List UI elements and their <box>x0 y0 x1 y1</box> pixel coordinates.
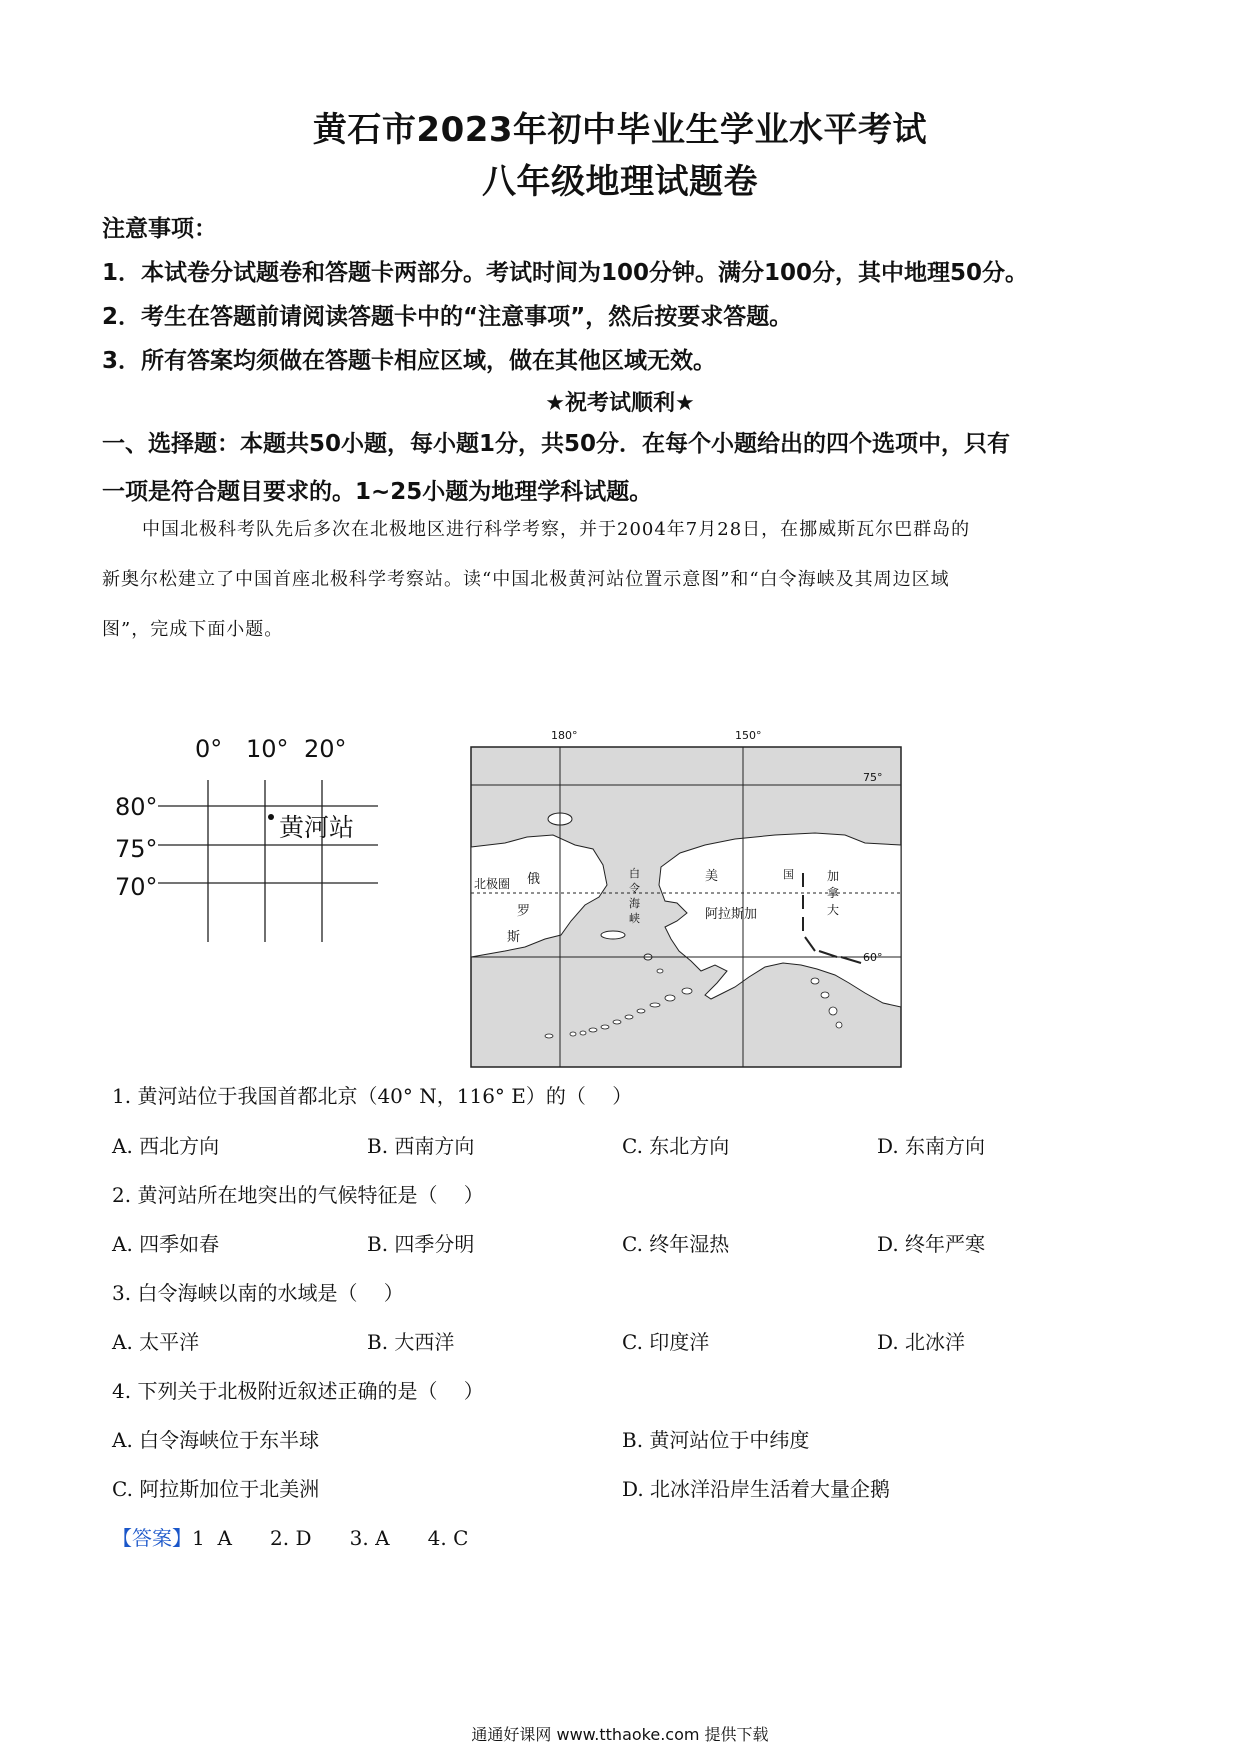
lon-label-180: 180° <box>551 729 578 742</box>
question-2-option-c: C. 终年湿热 <box>622 1232 730 1256</box>
russia-label-1: 俄 <box>527 872 541 887</box>
canada-label-2: 拿 <box>827 886 840 900</box>
good-luck-banner: ★祝考试顺利★ <box>545 391 695 416</box>
aleutian-island <box>665 995 675 1001</box>
question-1-option-b: B. 西南方向 <box>367 1134 475 1158</box>
question-2-option-a: A. 四季如春 <box>112 1232 220 1256</box>
lon-label-150: 150° <box>735 729 762 742</box>
question-2-stem: 2. 黄河站所在地突出的气候特征是（ ） <box>112 1183 484 1207</box>
aleutian-island <box>601 1025 609 1029</box>
lat-label-60: 60° <box>863 951 883 964</box>
st-lawrence-island <box>601 931 625 939</box>
question-4-stem: 4. 下列关于北极附近叙述正确的是（ ） <box>112 1379 484 1403</box>
answer-text: 1 A 2. D 3. A 4. C <box>192 1526 469 1550</box>
question-4-option-b: B. 黄河站位于中纬度 <box>622 1428 810 1452</box>
aleutian-island <box>650 1003 660 1007</box>
question-3-option-d: D. 北冰洋 <box>877 1330 966 1354</box>
question-3-stem: 3. 白令海峡以南的水域是（ ） <box>112 1281 404 1305</box>
notes-heading: 注意事项： <box>102 216 217 242</box>
usa-label-2: 国 <box>783 868 794 881</box>
aleutian-island <box>811 978 819 984</box>
answer-label: 【答案】 <box>112 1526 192 1550</box>
aleutian-island <box>836 1022 842 1028</box>
aleutian-island <box>821 992 829 998</box>
question-3-option-c: C. 印度洋 <box>622 1330 710 1354</box>
question-3-option-b: B. 大西洋 <box>367 1330 455 1354</box>
lon-label-20: 20° <box>304 735 347 763</box>
lon-label-0: 0° <box>195 735 223 763</box>
section1-heading <box>102 420 1142 516</box>
russia-label-3: 斯 <box>507 930 521 945</box>
station-dot <box>268 814 274 820</box>
note-item-2: 2．考生在答题前请阅读答题卡中的“注意事项”，然后按要求答题。 <box>102 304 793 330</box>
canada-label-3: 大 <box>827 903 840 917</box>
canada-label-1: 加 <box>827 869 840 883</box>
section1-line-1: 一、选择题：本题共50小题，每小题1分，共50分．在每个小题给出的四个选项中，只有 <box>102 431 1011 457</box>
aleutian-island <box>829 1007 837 1015</box>
intro-line-3: 图”，完成下面小题。 <box>102 619 284 640</box>
aleutian-island <box>682 988 692 994</box>
usa-label-1: 美 <box>705 869 719 884</box>
intro-line-1: 中国北极科考队先后多次在北极地区进行科学考察，并于2004年7月28日，在挪威斯瓦尔巴群岛的 <box>142 519 971 540</box>
aleutian-island <box>657 969 663 973</box>
intro-line-2: 新奥尔松建立了中国首座北极科学考察站。读“中国北极黄河站位置示意图”和“白令海峡及其周边区域 <box>102 569 950 590</box>
lat-label-70: 70° <box>115 873 158 901</box>
answer-line <box>112 1522 468 1551</box>
aleutian-island <box>637 1009 645 1013</box>
aleutian-island <box>580 1031 586 1035</box>
bering-strait-map <box>465 725 883 1070</box>
question-4-option-a: A. 白令海峡位于东半球 <box>112 1428 320 1452</box>
aleutian-island <box>613 1020 621 1024</box>
note-item-1: 1．本试卷分试题卷和答题卡两部分。考试时间为100分钟。满分100分，其中地理50分。 <box>102 260 1029 286</box>
lat-label-75: 75° <box>115 835 158 863</box>
note-item-3: 3．所有答案均须做在答题卡相应区域，做在其他区域无效。 <box>102 348 717 374</box>
bering-label-2: 令 <box>629 882 640 895</box>
bering-label-1: 白 <box>629 867 640 880</box>
russia-label-2: 罗 <box>517 904 531 919</box>
lat-label-75: 75° <box>863 771 883 784</box>
question-2-option-b: B. 四季分明 <box>367 1232 475 1256</box>
question-1-option-a: A. 西北方向 <box>112 1134 220 1158</box>
question-3-option-a: A. 太平洋 <box>112 1330 200 1354</box>
question-2-option-d: D. 终年严寒 <box>877 1232 986 1256</box>
question-4-option-d: D. 北冰洋沿岸生活着大量企鹅 <box>622 1477 891 1501</box>
aleutian-island <box>545 1034 553 1038</box>
bering-label-4: 峡 <box>629 912 640 925</box>
station-label: 黄河站 <box>279 813 355 842</box>
aleutian-island <box>570 1032 576 1036</box>
huanghe-station-location-figure <box>115 720 435 960</box>
lon-label-10: 10° <box>246 735 289 763</box>
aleutian-island <box>589 1028 597 1032</box>
exam-subtitle: 八年级地理试题卷 <box>482 162 758 202</box>
question-4-option-c: C. 阿拉斯加位于北美洲 <box>112 1477 320 1501</box>
section1-line-2: 一项是符合题目要求的。1~25小题为地理学科试题。 <box>102 479 653 505</box>
question-1-option-d: D. 东南方向 <box>877 1134 986 1158</box>
arctic-circle-label: 北极圈 <box>474 877 511 891</box>
page-footer: 通通好课网 www.tthaoke.com 提供下载 <box>471 1725 769 1744</box>
bering-label-3: 海 <box>629 897 640 910</box>
question-1-stem: 1. 黄河站位于我国首都北京（40° N，116° E）的（ ） <box>112 1084 633 1108</box>
aleutian-island <box>625 1015 633 1019</box>
alaska-label: 阿拉斯加 <box>705 907 758 922</box>
exam-title: 黄石市2023年初中毕业生学业水平考试 <box>312 110 928 150</box>
intro-paragraph <box>102 505 1142 655</box>
question-1-option-c: C. 东北方向 <box>622 1134 730 1158</box>
lat-label-80: 80° <box>115 793 158 821</box>
